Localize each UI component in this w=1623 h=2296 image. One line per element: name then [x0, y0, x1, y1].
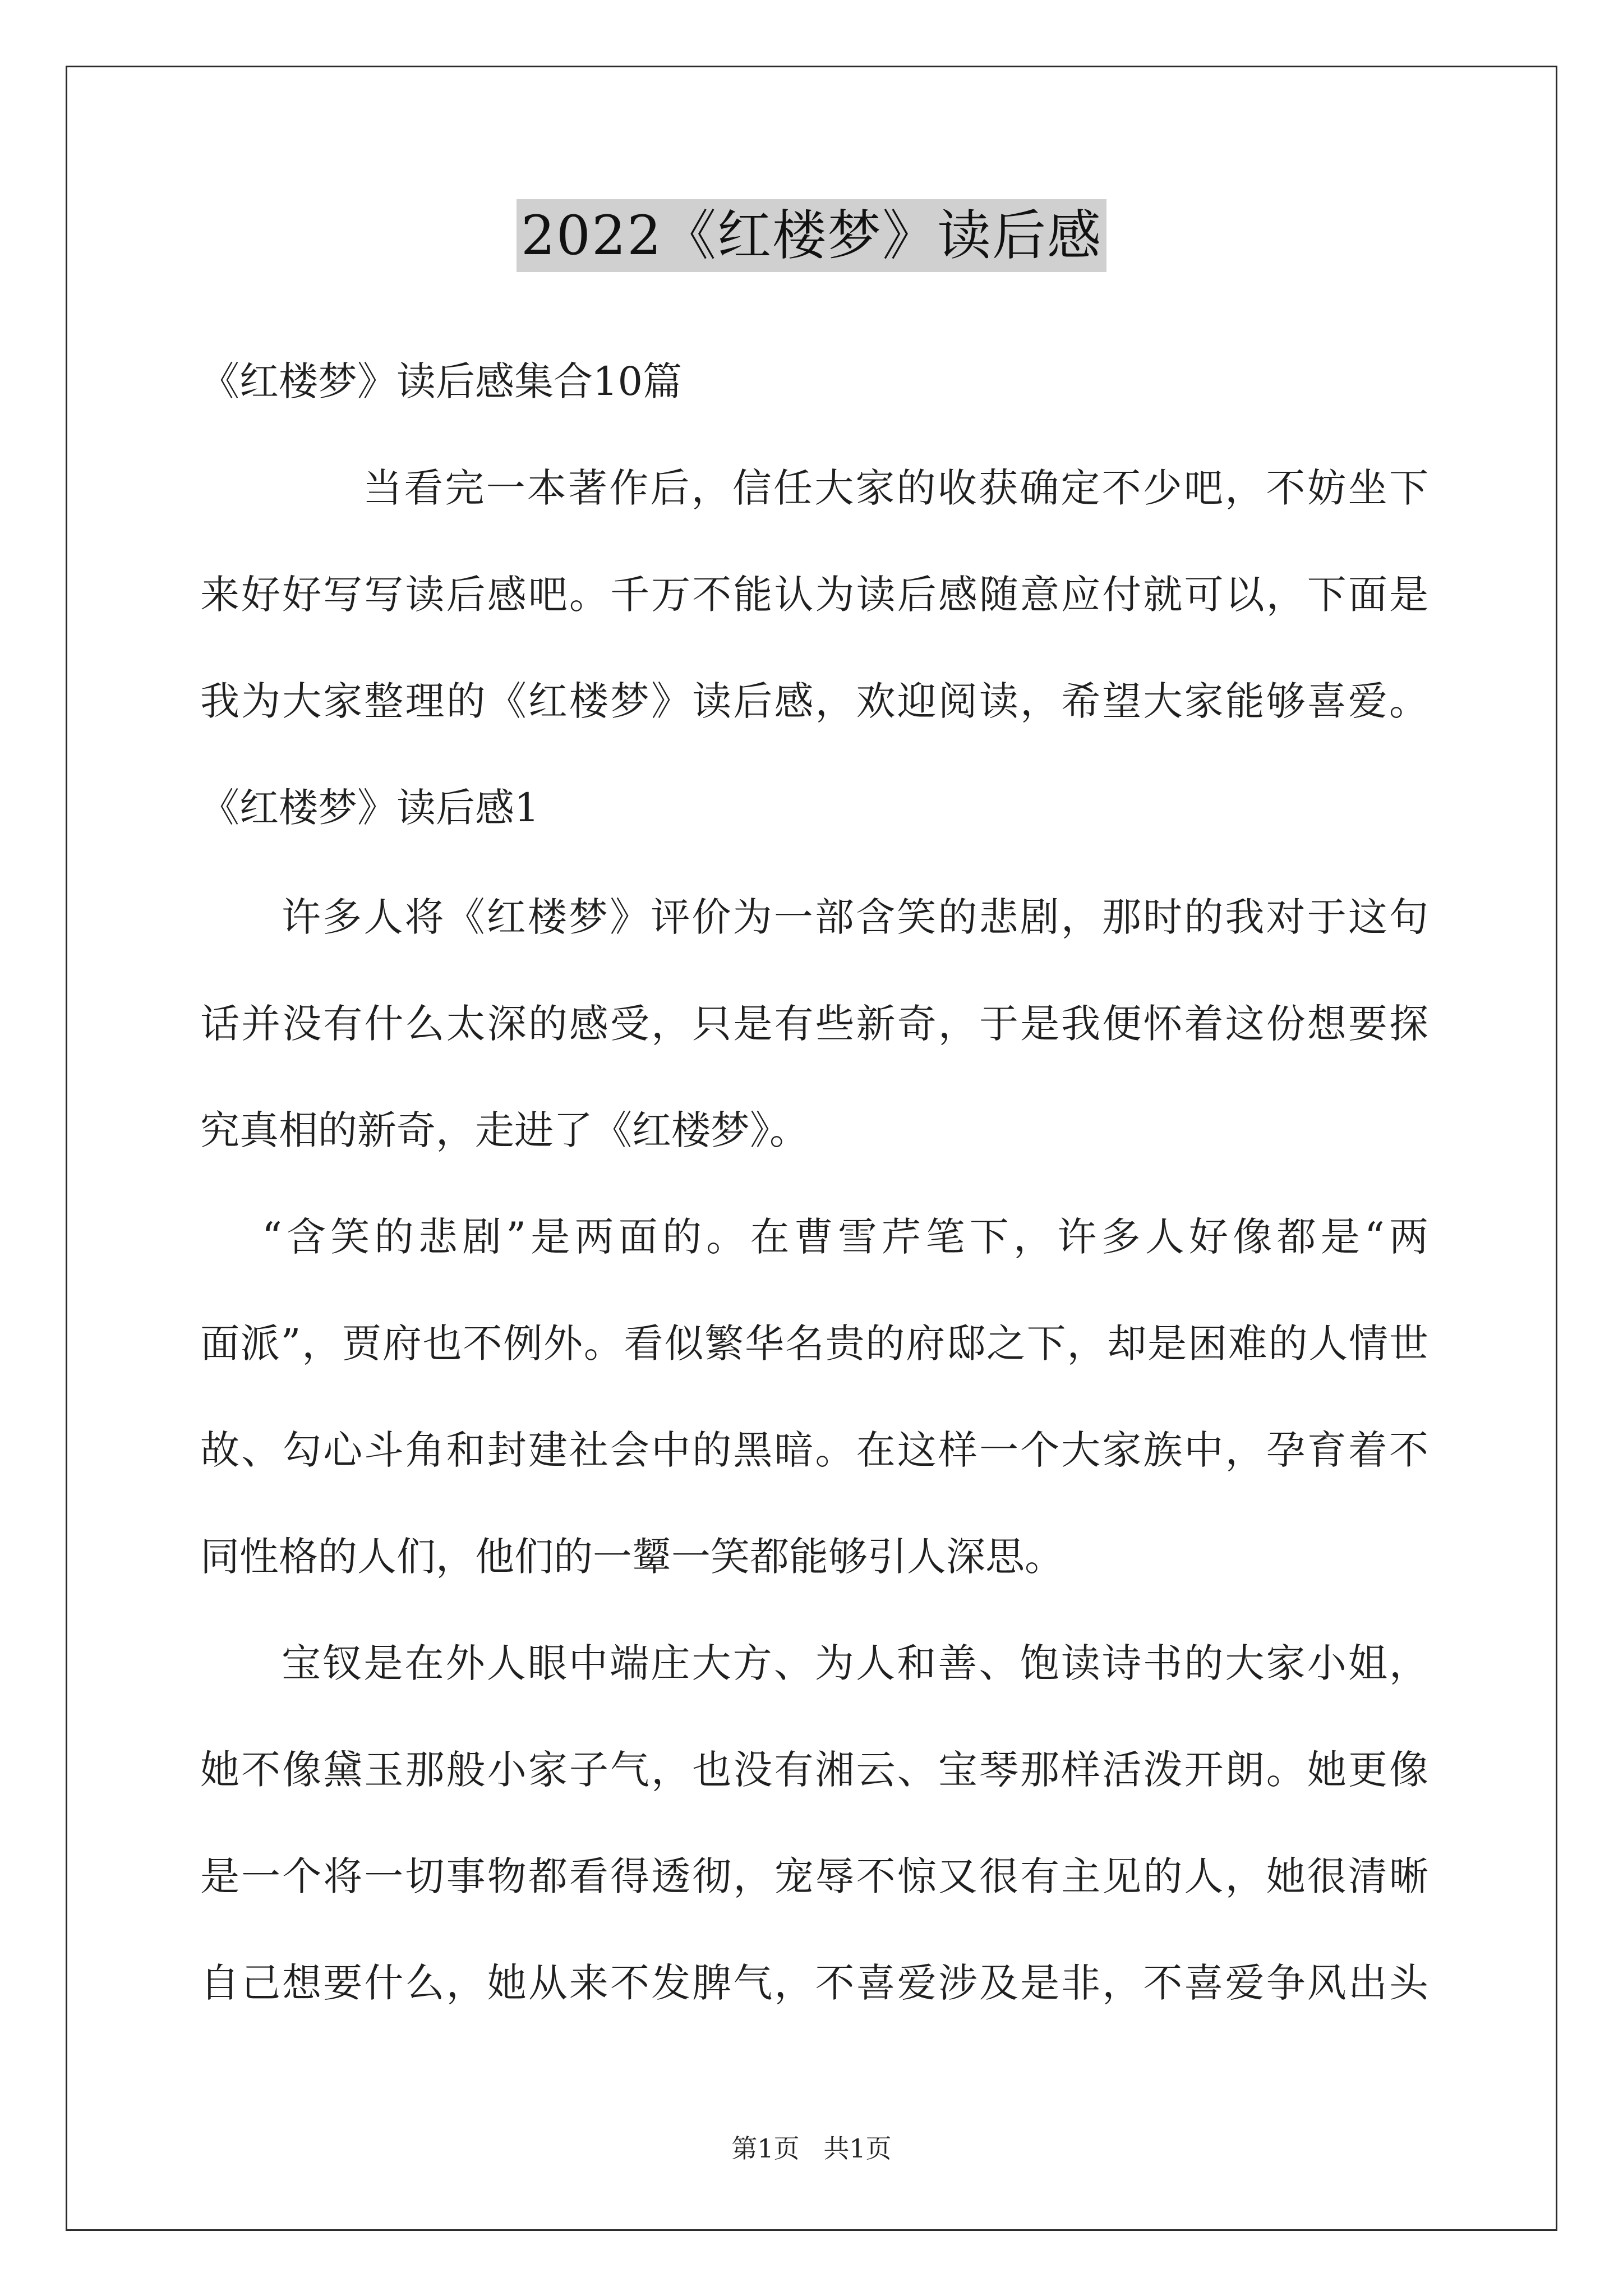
- text-line: 许多人将《红楼梦》评价为一部含笑的悲剧，那时的我对于这句: [282, 894, 1428, 940]
- text-line: 话并没有什么太深的感受，只是有些新奇，于是我便怀着这份想要探: [200, 1001, 1428, 1047]
- document-title: 2022《红楼梦》读后感: [517, 199, 1106, 272]
- text-line: 面派”，贾府也不例外。看似繁华名贵的府邸之下，却是困难的人情世: [200, 1320, 1428, 1366]
- page-total: 共1页: [823, 2133, 892, 2164]
- page-number: 第1页: [731, 2133, 800, 2164]
- text-line: 来好好写写读后感吧。千万不能认为读后感随意应付就可以，下面是: [200, 572, 1428, 618]
- text-line: “含笑的悲剧”是两面的。在曹雪芹笔下，许多人好像都是“两: [262, 1214, 1428, 1260]
- text-line: 同性格的人们，他们的一颦一笑都能够引人深思。: [200, 1534, 1064, 1580]
- text-line: 宝钗是在外人眼中端庄大方、为人和善、饱读诗书的大家小姐，: [282, 1640, 1428, 1686]
- page-footer: [0, 2132, 1623, 2165]
- text-line: 我为大家整理的《红楼梦》读后感，欢迎阅读，希望大家能够喜爱。: [200, 678, 1428, 724]
- title-container: [0, 199, 1623, 272]
- text-line: 她不像黛玉那般小家子气，也没有湘云、宝琴那样活泼开朗。她更像: [200, 1747, 1428, 1793]
- text-line: 《红楼梦》读后感集合10篇: [200, 358, 683, 404]
- text-line: 是一个将一切事物都看得透彻，宠辱不惊又很有主见的人，她很清晰: [200, 1853, 1428, 1899]
- text-line: 《红楼梦》读后感1: [200, 785, 540, 831]
- text-line: 当看完一本著作后，信任大家的收获确定不少吧，不妨坐下: [363, 465, 1428, 511]
- text-line: 故、勾心斗角和封建社会中的黑暗。在这样一个大家族中，孕育着不: [200, 1427, 1428, 1473]
- text-line: 究真相的新奇，走进了《红楼梦》。: [200, 1107, 809, 1153]
- text-line: 自己想要什么，她从来不发脾气，不喜爱涉及是非，不喜爱争风出头: [200, 1960, 1428, 2006]
